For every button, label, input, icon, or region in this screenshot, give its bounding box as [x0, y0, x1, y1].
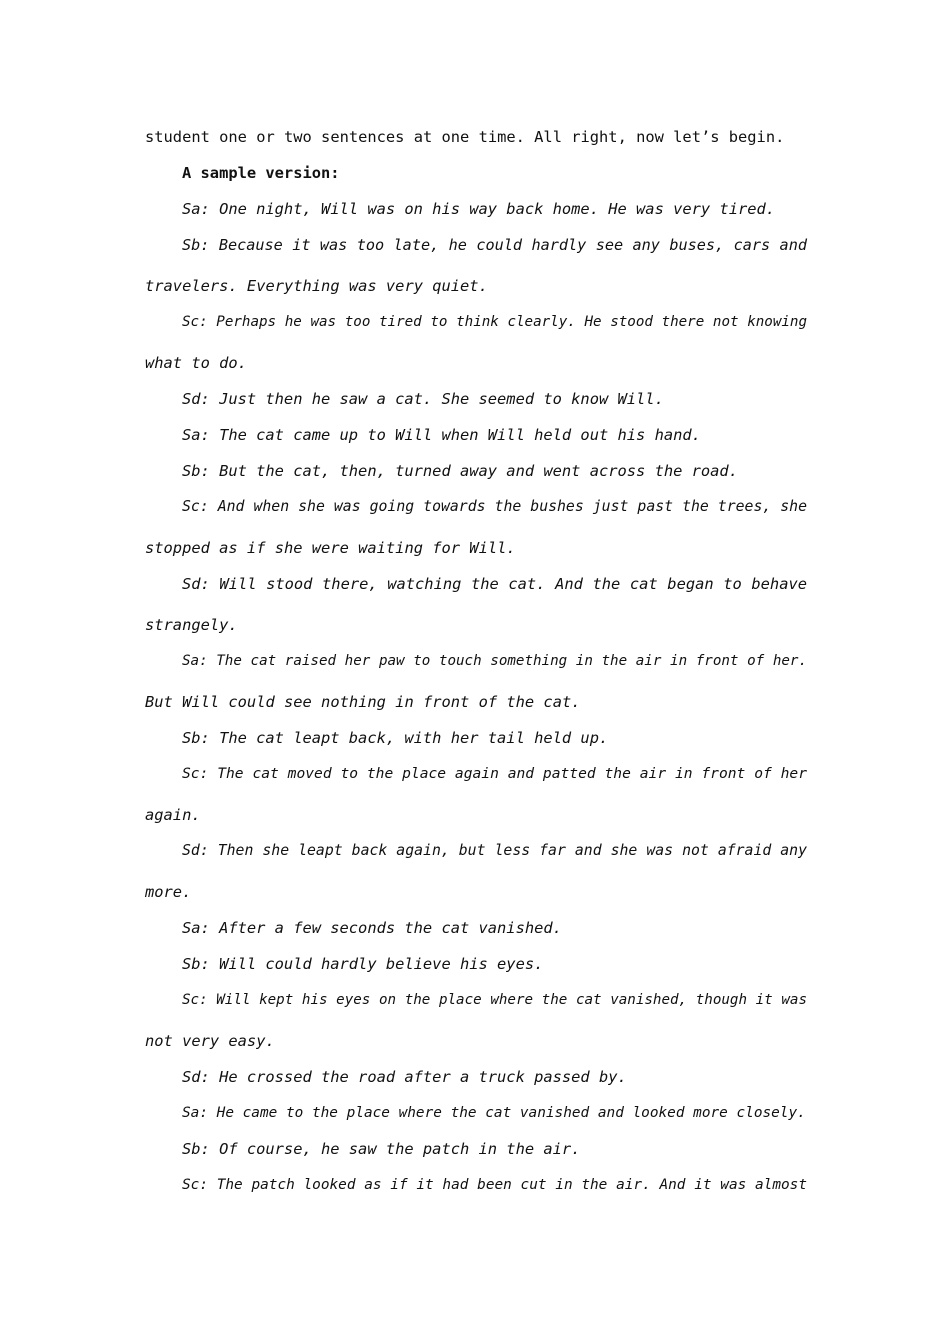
dialogue-line-continued: stopped as if she were waiting for Will. — [145, 539, 516, 557]
dialogue-line: Sb: Will could hardly believe his eyes. — [182, 955, 544, 973]
dialogue-line: Sd: He crossed the road after a truck passed by. — [182, 1068, 627, 1086]
dialogue-line: Sb: Because it was too late, he could hardly see any buses, cars and — [182, 236, 807, 254]
dialogue-line-continued: again. — [145, 806, 201, 824]
dialogue-line-continued: what to do. — [145, 354, 247, 372]
dialogue-line-continued: strangely. — [145, 616, 238, 634]
dialogue-line: Sa: After a few seconds the cat vanished. — [182, 919, 562, 937]
dialogue-line: Sa: The cat came up to Will when Will held out his hand. — [182, 426, 701, 444]
dialogue-line: Sd: Just then he saw a cat. She seemed to know Will. — [182, 390, 664, 408]
intro-text: student one or two sentences at one time. All right, now let’s begin. — [145, 128, 785, 146]
dialogue-line: Sb: The cat leapt back, with her tail held up. — [182, 729, 609, 747]
dialogue-line: Sb: But the cat, then, turned away and went across the road. — [182, 462, 738, 480]
dialogue-line-continued: But Will could see nothing in front of the cat. — [145, 693, 581, 711]
dialogue-line: Sc: The patch looked as if it had been cut in the air. And it was almost — [182, 1177, 807, 1193]
dialogue-line: Sa: The cat raised her paw to touch something in the air in front of her. — [182, 653, 807, 669]
dialogue-line: Sa: He came to the place where the cat vanished and looked more closely. — [182, 1105, 806, 1121]
dialogue-line: Sc: The cat moved to the place again and patted the air in front of her — [182, 765, 807, 782]
dialogue-line-continued: more. — [145, 883, 192, 901]
dialogue-line: Sa: One night, Will was on his way back home. He was very tired. — [182, 200, 776, 218]
dialogue-line: Sc: Perhaps he was too tired to think clearly. He stood there not knowing — [182, 314, 807, 330]
dialogue-line: Sc: Will kept his eyes on the place where the cat vanished, though it was — [182, 992, 807, 1008]
section-heading: A sample version: — [182, 164, 340, 182]
dialogue-line: Sc: And when she was going towards the bushes just past the trees, she — [182, 498, 807, 515]
dialogue-line-continued: travelers. Everything was very quiet. — [145, 277, 488, 295]
dialogue-line: Sd: Will stood there, watching the cat. And the cat began to behave — [182, 575, 807, 593]
dialogue-line: Sd: Then she leapt back again, but less far and she was not afraid any — [182, 842, 807, 859]
dialogue-line-continued: not very easy. — [145, 1032, 275, 1050]
dialogue-line: Sb: Of course, he saw the patch in the air. — [182, 1140, 581, 1158]
